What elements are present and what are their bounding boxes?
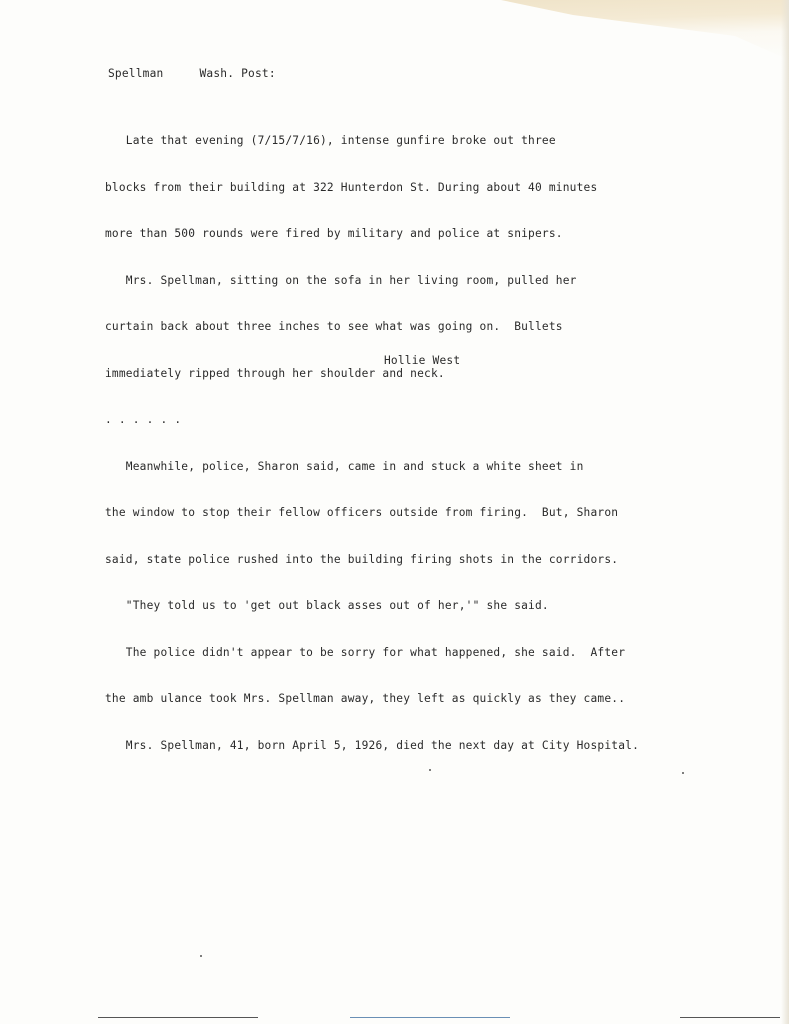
paper-edge bbox=[781, 0, 789, 1024]
body-line: Late that evening (7/15/7/16), intense gunfire broke out three bbox=[105, 134, 556, 147]
body-line: immediately ripped through her shoulder and neck. bbox=[105, 366, 445, 380]
body-line: said, state police rushed into the building firing shots in the corridors. bbox=[105, 552, 619, 566]
scan-speck bbox=[682, 772, 684, 774]
body-line: the amb ulance took Mrs. Spellman away, they left as quickly as they came.. bbox=[105, 692, 626, 705]
body-line: the window to stop their fellow officers outside from firing. But, Sharon bbox=[105, 506, 619, 519]
header-name: Spellman bbox=[108, 67, 164, 80]
signature: Hollie West bbox=[384, 354, 461, 367]
body-line: curtain back about three inches to see what was going on. Bullets bbox=[105, 320, 563, 333]
scan-bottom-edge bbox=[98, 1017, 258, 1018]
scan-speck bbox=[429, 769, 431, 771]
scan-speck bbox=[200, 955, 202, 957]
body-line: The police didn't appear to be sorry for what happened, she said. After bbox=[105, 645, 626, 659]
document-header bbox=[108, 66, 276, 82]
body-line: more than 500 rounds were fired by military and police at snipers. bbox=[105, 227, 563, 240]
body-line: Mrs. Spellman, 41, born April 5, 1926, died the next day at City Hospital. bbox=[105, 738, 640, 752]
body-line: "They told us to 'get out black asses out of her,'" she said. bbox=[105, 599, 549, 612]
paper-fold bbox=[429, 0, 789, 60]
body-line: Meanwhile, police, Sharon said, came in and stuck a white sheet in bbox=[105, 459, 584, 473]
scan-bottom-edge bbox=[680, 1017, 780, 1018]
header-source: Wash. Post: bbox=[199, 67, 276, 80]
document-body bbox=[105, 102, 639, 784]
scan-bottom-edge bbox=[350, 1017, 510, 1018]
body-line: blocks from their building at 322 Hunterdon St. During about 40 minutes bbox=[105, 180, 598, 194]
ellipsis-line: . . . . . . bbox=[105, 413, 182, 426]
body-line: Mrs. Spellman, sitting on the sofa in her living room, pulled her bbox=[105, 273, 577, 287]
